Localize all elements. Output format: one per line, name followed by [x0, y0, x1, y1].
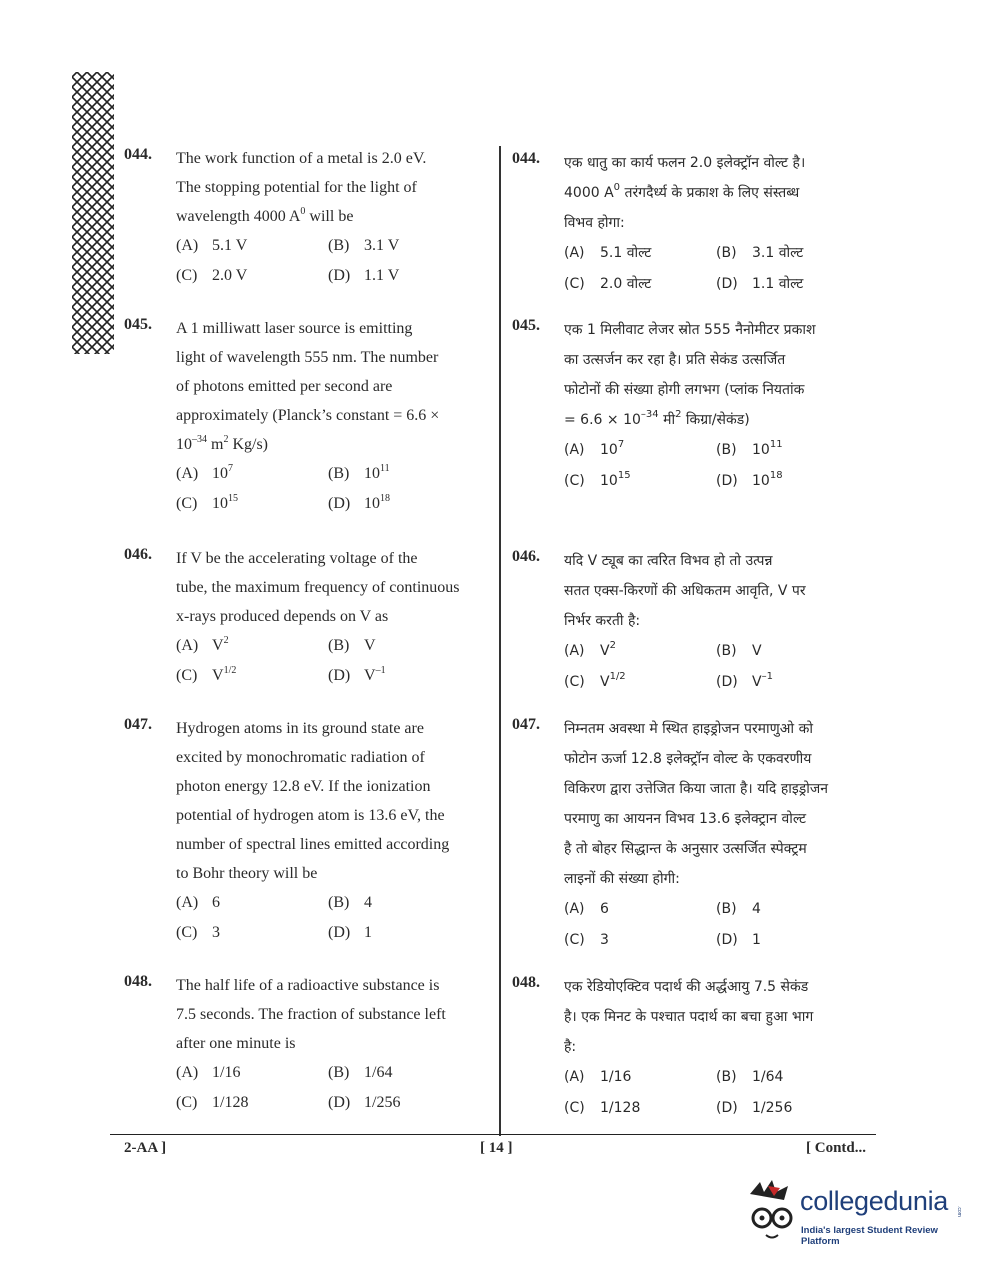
question-line: excited by monochromatic radiation of: [176, 749, 425, 766]
option-label: (B): [328, 894, 350, 911]
option-b: [328, 459, 488, 489]
option-value: $V^{1/2}$: [212, 665, 237, 684]
option-label: (A): [176, 637, 199, 654]
option-value: 4: [752, 901, 761, 917]
option-value: 1.1 V: [364, 267, 400, 284]
option-a: [176, 1058, 328, 1088]
option-value: V: [364, 637, 376, 654]
option-a: [564, 636, 716, 667]
hi-question-046: [512, 546, 878, 698]
option-label: (B): [328, 465, 350, 482]
question-line: wavelength 4000 $A^0$ will be: [176, 206, 354, 225]
hi-question-048: [512, 972, 878, 1124]
question-text: [564, 714, 878, 894]
question-line: number of spectral lines emitted according: [176, 836, 450, 853]
option-b: [328, 231, 488, 261]
hi-question-047: [512, 714, 878, 956]
question-number: 046.: [512, 548, 540, 565]
logo-tagline: India's largest Student Review Platform: [801, 1225, 938, 1247]
options-grid: [564, 894, 878, 956]
option-label: (A): [176, 894, 199, 911]
option-label: (C): [176, 267, 198, 284]
option-label: (A): [176, 237, 199, 254]
option-value: $10^7$: [212, 463, 233, 482]
option-value: $10^{18}$: [752, 470, 783, 489]
option-label: (A): [564, 901, 585, 917]
option-c: [176, 1088, 328, 1118]
option-a: [564, 894, 716, 925]
option-label: (C): [564, 674, 585, 690]
question-line: एक रेडियोएक्टिव पदार्थ की अर्द्धआयु 7.5 सेकंड: [564, 979, 809, 995]
option-value: $V^{-1}$: [364, 665, 386, 684]
question-line: का उत्सर्जन कर रहा है। प्रति सेकंड उत्सर्जित: [564, 352, 786, 368]
option-value: $V^{-1}$: [752, 671, 773, 690]
option-label: (A): [564, 1069, 585, 1085]
option-label: (C): [564, 1100, 585, 1116]
question-text: [176, 314, 488, 459]
footer-rule: [110, 1134, 876, 1135]
option-label: (A): [176, 465, 199, 482]
option-d: [328, 918, 488, 948]
question-line: एक धातु का कार्य फलन 2.0 इलेक्ट्रॉन वोल्ट है।: [564, 155, 806, 171]
option-label: (D): [328, 495, 351, 512]
question-line: A 1 milliwatt laser source is emitting: [176, 320, 413, 337]
security-pattern: [72, 72, 114, 354]
option-b: [716, 894, 878, 925]
option-label: (B): [716, 1069, 737, 1085]
options-grid: [564, 238, 878, 300]
option-d: [328, 1088, 488, 1118]
footer-page-number: [ 14 ]: [480, 1140, 513, 1156]
question-line: 4000 $A^0$ तरंगदैर्ध्य के प्रकाश के लिए संस्तब्ध: [564, 182, 800, 201]
option-b: [716, 636, 878, 667]
option-d: [328, 261, 488, 291]
option-value: 1/64: [364, 1064, 393, 1081]
option-value: 1/256: [364, 1094, 401, 1111]
option-value: $V^2$: [600, 640, 616, 659]
option-label: (D): [328, 1094, 351, 1111]
question-number: 044.: [124, 146, 152, 163]
option-c: [564, 925, 716, 956]
question-line: after one minute is: [176, 1035, 296, 1052]
question-line: विकिरण द्वारा उत्तेजित किया जाता है। यदि हाइड्रोजन: [564, 781, 829, 797]
option-b: [328, 631, 488, 661]
option-label: (C): [176, 1094, 198, 1111]
option-value: 5.1 V: [212, 237, 248, 254]
question-line: यदि V ट्यूब का त्वरित विभव हो तो उत्पन्न: [564, 553, 773, 569]
option-label: (D): [716, 1100, 738, 1116]
options-grid: [564, 636, 878, 698]
logo-name: collegedunia: [800, 1186, 949, 1216]
option-a: [176, 631, 328, 661]
question-line: The work function of a metal is 2.0 eV.: [176, 150, 427, 167]
option-a: [564, 238, 716, 269]
options-grid: [176, 631, 488, 691]
option-a: [176, 231, 328, 261]
question-number: 047.: [512, 716, 540, 733]
option-label: (C): [564, 276, 585, 292]
question-line: निर्भर करती है:: [564, 613, 641, 629]
option-label: (A): [176, 1064, 199, 1081]
question-number: 044.: [512, 150, 540, 167]
question-number: 046.: [124, 546, 152, 563]
question-line: एक 1 मिलीवाट लेजर स्रोत 555 नैनोमीटर प्रकाश: [564, 322, 816, 338]
option-d: [716, 466, 878, 497]
question-line: The half life of a radioactive substance is: [176, 977, 440, 994]
hi-question-044: [512, 148, 878, 300]
option-label: (B): [716, 245, 737, 261]
option-d: [716, 925, 878, 956]
question-text: [176, 971, 488, 1058]
option-d: [716, 667, 878, 698]
en-question-047: [124, 714, 488, 948]
column-divider: [499, 146, 501, 1136]
option-label: (D): [328, 667, 351, 684]
option-value: 1: [364, 924, 372, 941]
option-label: (B): [328, 637, 350, 654]
options-grid: [176, 888, 488, 948]
option-value: $V^2$: [212, 635, 229, 654]
question-line: = $6.6 \times 10^{-34}$ मी$^2$ किग्रा/सेकंड): [564, 409, 750, 428]
option-a: [176, 888, 328, 918]
option-c: [176, 261, 328, 291]
option-value: 3: [212, 924, 220, 941]
question-line: x-rays produced depends on V as: [176, 608, 389, 625]
options-grid: [176, 1058, 488, 1118]
question-line: light of wavelength 555 nm. The number: [176, 349, 439, 366]
question-line: है तो बोहर सिद्धान्त के अनुसार उत्सर्जित स्पेक्ट्रम: [564, 841, 807, 857]
options-grid: [176, 231, 488, 291]
option-d: [716, 269, 878, 300]
question-line: सतत एक्स-किरणों की अधिकतम आवृति, V पर: [564, 583, 806, 599]
question-text: [564, 546, 878, 636]
question-line: photon energy 12.8 eV. If the ionization: [176, 778, 431, 795]
option-c: [176, 918, 328, 948]
option-value: 3: [600, 932, 609, 948]
option-value: 3.1 V: [364, 237, 400, 254]
en-question-048: [124, 971, 488, 1118]
question-text: [176, 144, 488, 231]
en-question-046: [124, 544, 488, 691]
option-c: [176, 489, 328, 519]
option-value: $10^{11}$: [752, 439, 783, 458]
question-line: approximately (Planck’s constant = 6.6 ×: [176, 407, 440, 424]
question-line: of photons emitted per second are: [176, 378, 393, 395]
option-label: (D): [328, 267, 351, 284]
question-number: 045.: [124, 316, 152, 333]
option-label: (C): [176, 667, 198, 684]
option-label: (D): [716, 276, 738, 292]
option-label: (B): [328, 1064, 350, 1081]
option-value: 1/16: [212, 1064, 241, 1081]
option-value: 1: [752, 932, 761, 948]
question-line: विभव होगा:: [564, 215, 625, 231]
question-text: [176, 544, 488, 631]
question-line: If V be the accelerating voltage of the: [176, 550, 418, 567]
options-grid: [564, 435, 878, 497]
option-value: $V^{1/2}$: [600, 671, 626, 690]
collegedunia-logo: [744, 1180, 966, 1247]
option-label: (A): [564, 245, 585, 261]
option-label: (D): [716, 932, 738, 948]
question-number: 045.: [512, 317, 540, 334]
options-grid: [564, 1062, 878, 1124]
option-a: [176, 459, 328, 489]
option-label: (C): [564, 473, 585, 489]
option-label: (A): [564, 442, 585, 458]
question-line: potential of hydrogen atom is 13.6 eV, the: [176, 807, 445, 824]
en-question-045: [124, 314, 488, 519]
option-value: $10^{18}$: [364, 493, 390, 512]
question-line: फोटोनों की संख्या होगी लगभग (प्लांक नियतांक: [564, 382, 805, 398]
option-value: 6: [600, 901, 609, 917]
question-text: [564, 148, 878, 238]
option-d: [328, 661, 488, 691]
question-text: [564, 972, 878, 1062]
option-label: (B): [716, 442, 737, 458]
option-c: [564, 1093, 716, 1124]
option-b: [328, 888, 488, 918]
option-value: 1.1 वोल्ट: [752, 276, 804, 292]
hi-question-045: [512, 315, 878, 497]
option-c: [176, 661, 328, 691]
options-grid: [176, 459, 488, 519]
question-number: 047.: [124, 716, 152, 733]
option-label: (D): [716, 674, 738, 690]
logo-suffix: .com: [956, 1206, 962, 1217]
footer-continued: [ Contd...: [806, 1140, 867, 1156]
option-label: (B): [716, 643, 737, 659]
option-value: 1/128: [212, 1094, 249, 1111]
question-number: 048.: [124, 973, 152, 990]
option-label: (C): [564, 932, 585, 948]
option-value: 1/256: [752, 1100, 793, 1116]
option-value: 2.0 V: [212, 267, 248, 284]
option-value: 1/64: [752, 1069, 784, 1085]
option-value: 3.1 वोल्ट: [752, 245, 804, 261]
option-value: $10^{15}$: [600, 470, 631, 489]
option-value: $10^{15}$: [212, 493, 238, 512]
option-value: 1/128: [600, 1100, 641, 1116]
question-line: परमाणु का आयनन विभव 13.6 इलेक्ट्रान वोल्ट: [564, 811, 807, 827]
question-line: $10^{-34}$ $m^2$ Kg/s): [176, 434, 269, 453]
option-a: [564, 435, 716, 466]
option-a: [564, 1062, 716, 1093]
option-label: (C): [176, 924, 198, 941]
option-c: [564, 667, 716, 698]
option-label: (A): [564, 643, 585, 659]
option-b: [716, 238, 878, 269]
question-line: 7.5 seconds. The fraction of substance left: [176, 1006, 446, 1023]
question-line: निम्नतम अवस्था मे स्थित हाइड्रोजन परमाणुओ को: [564, 721, 813, 737]
question-line: Hydrogen atoms in its ground state are: [176, 720, 424, 737]
option-c: [564, 269, 716, 300]
question-line: to Bohr theory will be: [176, 865, 318, 882]
option-c: [564, 466, 716, 497]
logo-mascot-icon: [744, 1180, 800, 1244]
option-d: [716, 1093, 878, 1124]
option-label: (B): [328, 237, 350, 254]
option-label: (D): [716, 473, 738, 489]
question-line: फोटोन ऊर्जा 12.8 इलेक्ट्रॉन वोल्ट के एकवरणीय: [564, 751, 812, 767]
option-b: [716, 435, 878, 466]
question-text: [564, 315, 878, 435]
option-b: [328, 1058, 488, 1088]
option-value: 6: [212, 894, 220, 911]
option-value: 1/16: [600, 1069, 632, 1085]
question-line: लाइनों की संख्या होगी:: [564, 871, 680, 887]
question-line: tube, the maximum frequency of continuous: [176, 579, 460, 596]
option-value: $10^{11}$: [364, 463, 390, 482]
question-number: 048.: [512, 974, 540, 991]
option-label: (B): [716, 901, 737, 917]
option-label: (D): [328, 924, 351, 941]
option-value: 2.0 वोल्ट: [600, 276, 652, 292]
option-label: (C): [176, 495, 198, 512]
question-text: [176, 714, 488, 888]
option-value: 4: [364, 894, 372, 911]
option-b: [716, 1062, 878, 1093]
option-value: $10^7$: [600, 439, 625, 458]
en-question-044: [124, 144, 488, 291]
footer-paper-code: 2-AA ]: [124, 1140, 167, 1156]
question-line: है। एक मिनट के पश्चात पदार्थ का बचा हुआ भाग: [564, 1009, 814, 1025]
option-value: 5.1 वोल्ट: [600, 245, 652, 261]
question-line: The stopping potential for the light of: [176, 179, 417, 196]
question-line: है:: [564, 1039, 577, 1055]
option-d: [328, 489, 488, 519]
option-value: V: [752, 643, 762, 659]
